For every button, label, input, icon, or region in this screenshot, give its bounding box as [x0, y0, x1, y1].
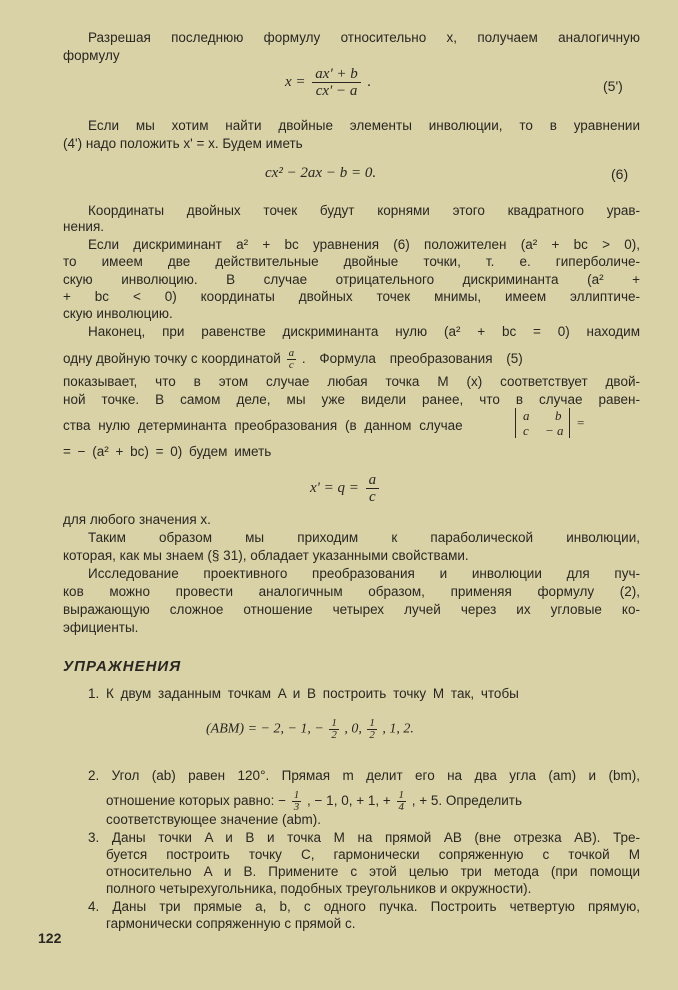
para5-frac-den: c	[288, 359, 294, 371]
eq5-label: (5')	[603, 78, 623, 94]
para2-line2: (4') надо положить x' = x. Будем иметь	[63, 136, 303, 151]
ex1-frac-1	[329, 718, 339, 741]
para4-line5: скую инволюцию.	[63, 306, 173, 321]
para5-line1: Наконец, при равенстве дискриминанта нулю (a² + bc = 0) находим	[88, 324, 640, 339]
eq5-lhs: x =	[285, 73, 306, 90]
para3-line2: нения.	[63, 219, 105, 234]
exercise-2-line2	[106, 790, 522, 813]
para6-line1: для любого значения x.	[63, 512, 211, 527]
ex2-frac-1	[292, 790, 302, 813]
eq-q-fraction	[366, 472, 380, 505]
exercise-3-line3: относительно A и B. Примените с этой целью три метода (при помощи	[106, 864, 640, 879]
eq5-tail: .	[367, 73, 372, 90]
para8-line3: выражающую сложное отношение четырех лучей через их угловые ко-	[63, 602, 640, 617]
para7-line1: Таким образом мы приходим к параболической инволюции,	[88, 530, 640, 545]
exercise-3-line4: полного четырехугольника, подобных треугольников и окружности).	[106, 881, 532, 896]
det-equals: =	[577, 415, 585, 430]
exercise-1-text: 1. К двум заданным точкам A и B построить точку M так, чтобы	[88, 686, 519, 701]
det-left-bar	[515, 408, 516, 438]
para5-line4: ной точке. В самом деле, мы уже видели ранее, что в случае равен-	[63, 392, 640, 407]
exercise-2-line3: соответствующее значение (abm).	[106, 812, 321, 827]
para8-line1: Исследование проективного преобразования и инволюции для пуч-	[88, 566, 640, 581]
det-right-bar	[569, 408, 570, 438]
ex2-line2-b: , − 1, 0, + 1, +	[307, 793, 391, 809]
para4-line2: то имеем две действительные двойные точки, т. е. гиперболиче-	[63, 254, 640, 269]
para3-line1: Координаты двойных точек будут корнями этого квадратного урав-	[88, 203, 640, 218]
exercise-3-line2: буется построить точку C, гармонически сопряженную с точкой M	[106, 847, 640, 862]
ex1-eq-c: , 1, 2.	[382, 721, 414, 737]
para4-line1: Если дискриминант a² + bc уравнения (6) положителен (a² + bc > 0),	[88, 237, 640, 252]
exercise-3-line1: 3. Даны точки A и B и точка M на прямой AB (вне отрезка AB). Тре-	[88, 830, 640, 845]
ex1-eq-a: (ABM) = − 2, − 1, −	[206, 721, 324, 737]
para5-line2-a: одну двойную точку с координатой	[63, 351, 281, 367]
determinant	[515, 408, 625, 440]
ex2-f1-num: 1	[293, 789, 300, 801]
exercise-2-line1: 2. Угол (ab) равен 120°. Прямая m делит его на два угла (am) и (bm),	[88, 768, 640, 783]
para5-line6: = − (a² + bc) = 0) будем иметь	[63, 444, 272, 459]
exercise-4-line1: 4. Даны три прямые a, b, c одного пучка. Построить четвертую прямую,	[88, 899, 640, 914]
ex2-frac-2	[397, 790, 407, 813]
eq-q-num: a	[366, 472, 380, 489]
det-a: a	[523, 408, 530, 423]
eq5-numerator: ax' + b	[312, 66, 361, 83]
ex2-f1-den: 3	[293, 801, 300, 813]
eq6-label: (6)	[611, 166, 629, 182]
para1-line1: Разрешая последнюю формулу относительно x, получаем аналогичную	[88, 30, 640, 45]
para8-line2: ков можно провести аналогичным образом, применяя формулу (2),	[63, 584, 640, 599]
eq-q-lhs: x' = q =	[310, 479, 359, 496]
ex1-f1-num: 1	[331, 717, 337, 729]
exercise-1-equation	[206, 718, 414, 741]
ex2-line2-a: отношение которых равно: −	[106, 793, 287, 809]
det-d: − a	[545, 423, 564, 438]
para5-line3: показывает, что в этом случае любая точка M (x) соответствует двой-	[63, 374, 640, 389]
ex1-eq-b: , 0,	[344, 721, 362, 737]
para5-line5: ства нулю детерминанта преобразования (в данном случае	[63, 418, 463, 433]
para5-line2	[63, 348, 523, 371]
equation-q	[310, 472, 382, 505]
equation-5-prime	[285, 66, 371, 99]
para5-line2-b: . Формула преобразования (5)	[301, 351, 523, 367]
para5-frac-num: a	[288, 347, 295, 359]
ex1-f1-den: 2	[331, 729, 337, 741]
para5-fraction	[287, 348, 297, 371]
para4-line3: скую инволюцию. В случае отрицательного дискриминанта (a² +	[63, 272, 640, 287]
ex2-line2-c: , + 5. Определить	[411, 793, 523, 809]
exercises-heading: УПРАЖНЕНИЯ	[63, 658, 182, 675]
page-number: 122	[38, 930, 62, 946]
det-b: b	[555, 408, 562, 423]
equation-6: cx² − 2ax − b = 0.	[265, 165, 377, 181]
para2-line1: Если мы хотим найти двойные элементы инволюции, то в уравнении	[88, 118, 640, 133]
ex1-frac-2	[367, 718, 377, 741]
ex1-f2-den: 2	[369, 729, 375, 741]
para8-line4: эфициенты.	[63, 620, 139, 635]
eq5-fraction	[312, 66, 361, 99]
det-c: c	[523, 423, 529, 438]
para4-line4: + bc < 0) координаты двойных точек мнимы, имеем эллиптиче-	[63, 289, 640, 304]
para7-line2: которая, как мы знаем (§ 31), обладает указанными свойствами.	[63, 548, 469, 563]
ex2-f2-den: 4	[398, 801, 404, 813]
eq5-denominator: cx' − a	[315, 83, 358, 99]
ex2-f2-num: 1	[398, 789, 404, 801]
para1-line2: формулу	[63, 48, 120, 63]
exercise-4-line2: гармонически сопряженную с прямой c.	[106, 916, 356, 931]
ex1-f2-num: 1	[369, 717, 375, 729]
eq-q-den: c	[369, 489, 376, 505]
